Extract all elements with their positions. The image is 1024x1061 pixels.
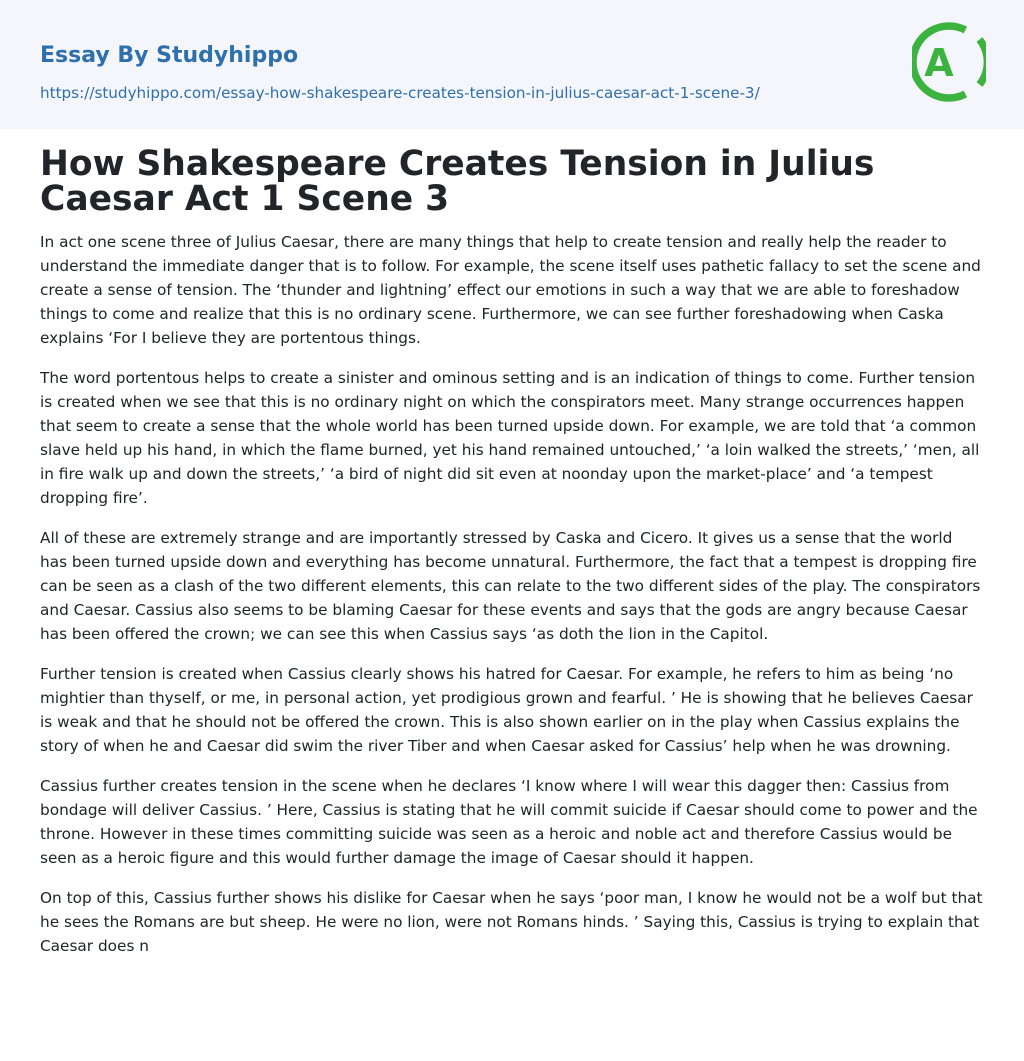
essay-url-link[interactable]: https://studyhippo.com/essay-how-shakespeare-creates-tension-in-julius-caesar-act-1-scene-3/ — [40, 84, 760, 102]
studyhippo-logo-icon[interactable] — [912, 19, 986, 105]
site-title: Essay By Studyhippo — [40, 43, 299, 68]
essay-paragraph: The word portentous helps to create a sinister and ominous setting and is an indication of things to come. Further tension is created when we see that this is no ordinary night on which the conspirators meet. Many strange occurrences happen that seem to create a sense that the whole world has been turned upside down. For example, we are told that ‘a common slave held up his hand, in which the flame burned, yet his hand remained untouched,’ ‘a loin walked the streets,’ ‘men, all in fire walk up and down the streets,’ ‘a bird of night did sit even at noonday upon the market-place’ and ‘a tempest dropping fire’. — [40, 369, 980, 507]
logo-letter: A — [924, 41, 954, 85]
essay-content — [0, 129, 1024, 958]
essay-paragraph: All of these are extremely strange and are importantly stressed by Caska and Cicero. It gives us a sense that the world has been turned upside down and everything has become unnatural. Furthermore, the fact that a tempest is dropping fire can be seen as a clash of the two different elements, this can relate to the two different sides of the play. The conspirators and Caesar. Cassius also seems to be blaming Caesar for these events and says that the gods are angry because Caesar has been offered the crown; we can see this when Cassius says ‘as doth the lion in the Capitol. — [40, 529, 981, 643]
essay-paragraph: In act one scene three of Julius Caesar, there are many things that help to create tension and really help the reader to understand the immediate danger that is to follow. For example, the scene itself uses pathetic fallacy to set the scene and create a sense of tension. The ‘thunder and lightning’ effect our emotions in such a way that we are able to foreshadow things to come and realize that this is no ordinary scene. Furthermore, we can see further foreshadowing when Caska explains ‘For I believe they are portentous things. — [40, 233, 981, 347]
essay-paragraph: On top of this, Cassius further shows his dislike for Caesar when he says ‘poor man, I know he would not be a wolf but that he sees the Romans are but sheep. He were no lion, were not Romans hinds. ’ Saying this, Cassius is trying to explain that Caesar does n — [40, 889, 983, 955]
essay-title: How Shakespeare Creates Tension in Julius Caesar Act 1 Scene 3 — [40, 144, 875, 219]
essay-paragraph: Further tension is created when Cassius clearly shows his hatred for Caesar. For example, he refers to him as being ‘no mightier than thyself, or me, in personal action, yet prodigious grown and fearful. ’ He is showing that he believes Caesar is weak and that he should not be offered the crown. This is also shown earlier on in the play when Cassius explains the story of when he and Caesar did swim the river Tiber and when Caesar asked for Cassius’ help when he was drowning. — [40, 665, 973, 755]
site-header — [0, 0, 1024, 129]
essay-paragraph: Cassius further creates tension in the scene when he declares ‘I know where I will wear this dagger then: Cassius from bondage will deliver Cassius. ’ Here, Cassius is stating that he will commit suicide if Caesar should come to power and the throne. However in these times committing suicide was seen as a heroic and noble act and therefore Cassius would be seen as a heroic figure and this would further damage the image of Caesar should it happen. — [40, 777, 978, 867]
